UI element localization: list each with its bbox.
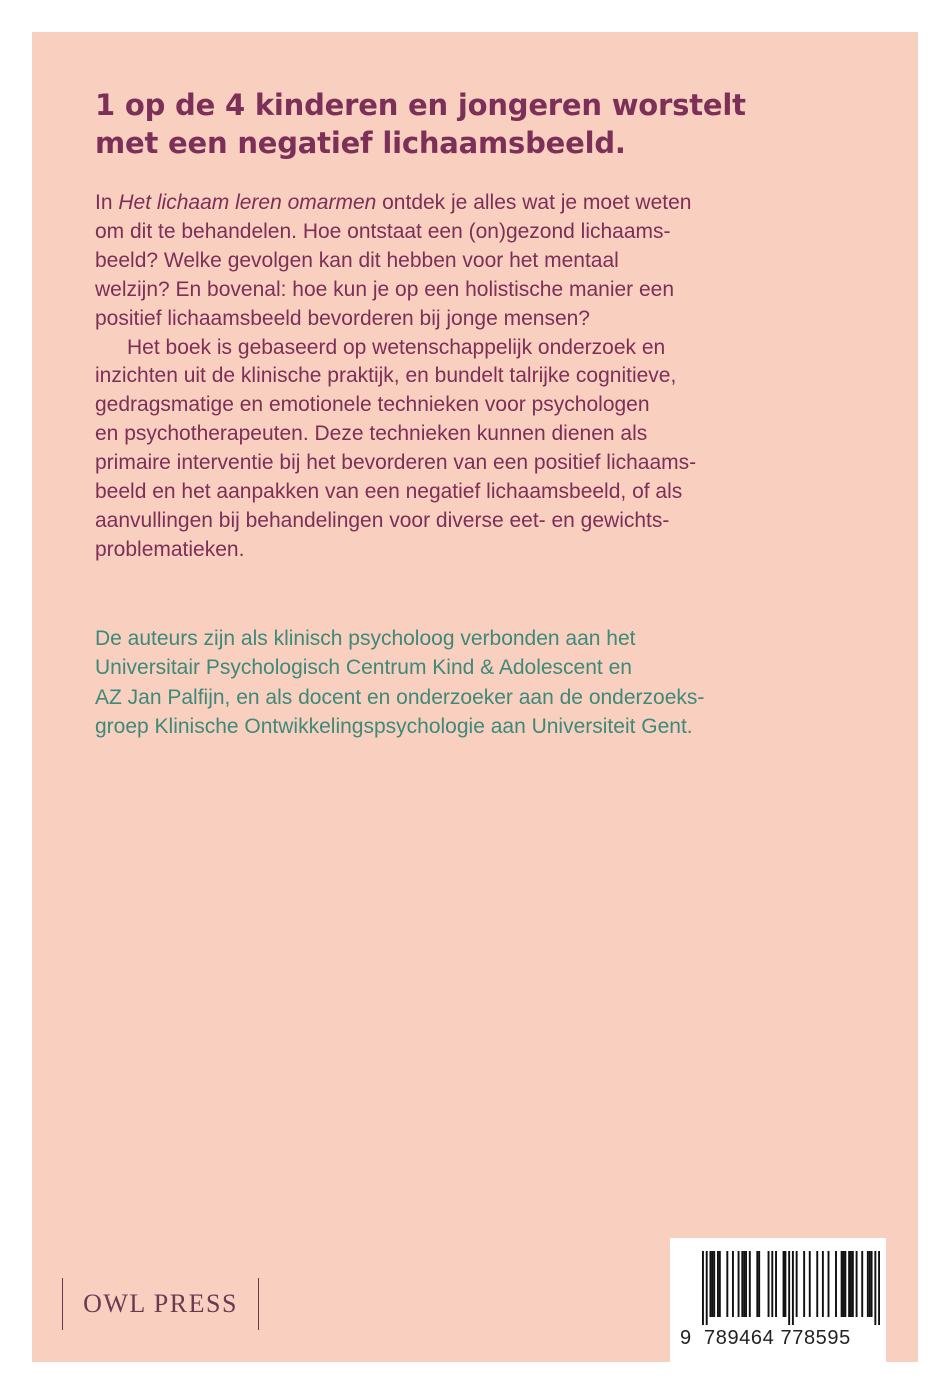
barcode-bar bbox=[852, 1251, 854, 1317]
blurb-text: ontdek je alles wat je moet weten bbox=[376, 191, 692, 214]
blurb-line: inzichten uit de klinische praktijk, en bundelt talrijke cognitieve, bbox=[95, 364, 677, 388]
author-line: groep Klinische Ontwikkelingspsychologie aan Universiteit Gent. bbox=[95, 714, 693, 738]
barcode-bar bbox=[768, 1251, 770, 1317]
blurb-line: welzijn? En bovenal: hoe kun je op een holistische manier een bbox=[95, 277, 675, 301]
barcode-bar bbox=[816, 1251, 818, 1317]
blurb bbox=[95, 189, 885, 565]
barcode-bar bbox=[788, 1251, 790, 1325]
blurb-line: positief lichaamsbeeld bevorderen bij jonge mensen? bbox=[95, 306, 590, 330]
barcode-bar bbox=[717, 1251, 719, 1317]
barcode-bar bbox=[756, 1251, 758, 1317]
headline bbox=[95, 86, 875, 162]
author-info bbox=[95, 624, 885, 741]
author-line: De auteurs zijn als klinisch psycholoog verbonden aan het bbox=[95, 627, 636, 650]
barcode-digits: 789464 778595 bbox=[704, 1327, 851, 1349]
barcode-bar bbox=[871, 1251, 873, 1317]
barcode-bar bbox=[850, 1251, 852, 1317]
barcode-bar bbox=[741, 1251, 743, 1317]
blurb-line: en psychotherapeuten. Deze technieken kunnen dienen als bbox=[95, 422, 648, 446]
headline-line: 1 op de 4 kinderen en jongeren worstelt bbox=[95, 88, 746, 122]
blurb-line: Het boek is gebaseerd op wetenschappelijk onderzoek en bbox=[127, 335, 666, 359]
barcode-bar bbox=[738, 1251, 740, 1317]
barcode-bar bbox=[848, 1251, 850, 1317]
barcode-bar bbox=[726, 1251, 728, 1317]
barcode-first-digit: 9 bbox=[680, 1327, 692, 1349]
headline-line: met een negatief lichaamsbeeld. bbox=[95, 126, 626, 160]
barcode-bar bbox=[709, 1251, 711, 1317]
publisher-logo bbox=[62, 1278, 259, 1330]
blurb-line bbox=[95, 189, 885, 218]
blurb-line: problematieken. bbox=[95, 537, 245, 561]
barcode-bar bbox=[706, 1251, 708, 1325]
blurb-line: aanvullingen bij behandelingen voor diverse eet- en gewichts- bbox=[95, 508, 670, 532]
barcode-bar bbox=[874, 1251, 876, 1325]
blurb-text: In bbox=[95, 191, 119, 214]
barcode-bar bbox=[719, 1251, 721, 1317]
blurb-line: beeld en het aanpakken van een negatief lichaamsbeeld, of als bbox=[95, 480, 683, 504]
barcode-bar bbox=[861, 1251, 863, 1317]
book-title: Het lichaam leren omarmen bbox=[118, 191, 377, 214]
barcode-bar bbox=[771, 1251, 773, 1317]
back-cover bbox=[32, 32, 918, 1362]
barcode-bar bbox=[803, 1251, 805, 1317]
author-line: AZ Jan Palfijn, en als docent en onderzoeker aan de onderzoeks- bbox=[95, 685, 705, 709]
barcode-bar bbox=[835, 1251, 837, 1317]
barcode-bar bbox=[713, 1251, 715, 1317]
barcode-bar bbox=[702, 1251, 704, 1325]
barcode-bar bbox=[878, 1251, 880, 1325]
barcode-bar bbox=[732, 1251, 734, 1317]
barcode-bar bbox=[784, 1251, 786, 1317]
barcode-bar bbox=[783, 1251, 785, 1317]
barcode-bar bbox=[841, 1251, 843, 1317]
barcode-bar bbox=[745, 1251, 747, 1317]
author-line: Universitair Psychologisch Centrum Kind & Adolescent en bbox=[95, 656, 632, 680]
barcode-bar bbox=[844, 1251, 846, 1317]
barcode-bar bbox=[758, 1251, 760, 1317]
barcode-bar bbox=[775, 1251, 777, 1317]
barcode-bar bbox=[796, 1251, 798, 1317]
barcode-bars bbox=[702, 1251, 880, 1325]
barcode-bar bbox=[869, 1251, 871, 1317]
barcode-bar bbox=[828, 1251, 830, 1317]
barcode-bar bbox=[792, 1251, 794, 1325]
barcode-bar bbox=[856, 1251, 858, 1317]
barcode-bar bbox=[809, 1251, 811, 1317]
barcode-bar bbox=[711, 1251, 713, 1317]
blurb-line: om dit te behandelen. Hoe ontstaat een (on)gezond lichaams- bbox=[95, 219, 671, 243]
barcode-bar bbox=[843, 1251, 845, 1317]
barcode-bar bbox=[867, 1251, 869, 1317]
blurb-line: primaire interventie bij het bevorderen van een positief lichaams- bbox=[95, 451, 697, 475]
blurb-line: gedragsmatige en emotionele technieken voor psychologen bbox=[95, 393, 650, 417]
barcode-bar bbox=[822, 1251, 824, 1317]
publisher-name: OWL PRESS bbox=[83, 1289, 238, 1318]
barcode-bar bbox=[743, 1251, 745, 1317]
barcode-bar bbox=[749, 1251, 751, 1317]
isbn-barcode bbox=[670, 1238, 886, 1366]
blurb-line: beeld? Welke gevolgen kan dit hebben voor het mentaal bbox=[95, 248, 619, 272]
